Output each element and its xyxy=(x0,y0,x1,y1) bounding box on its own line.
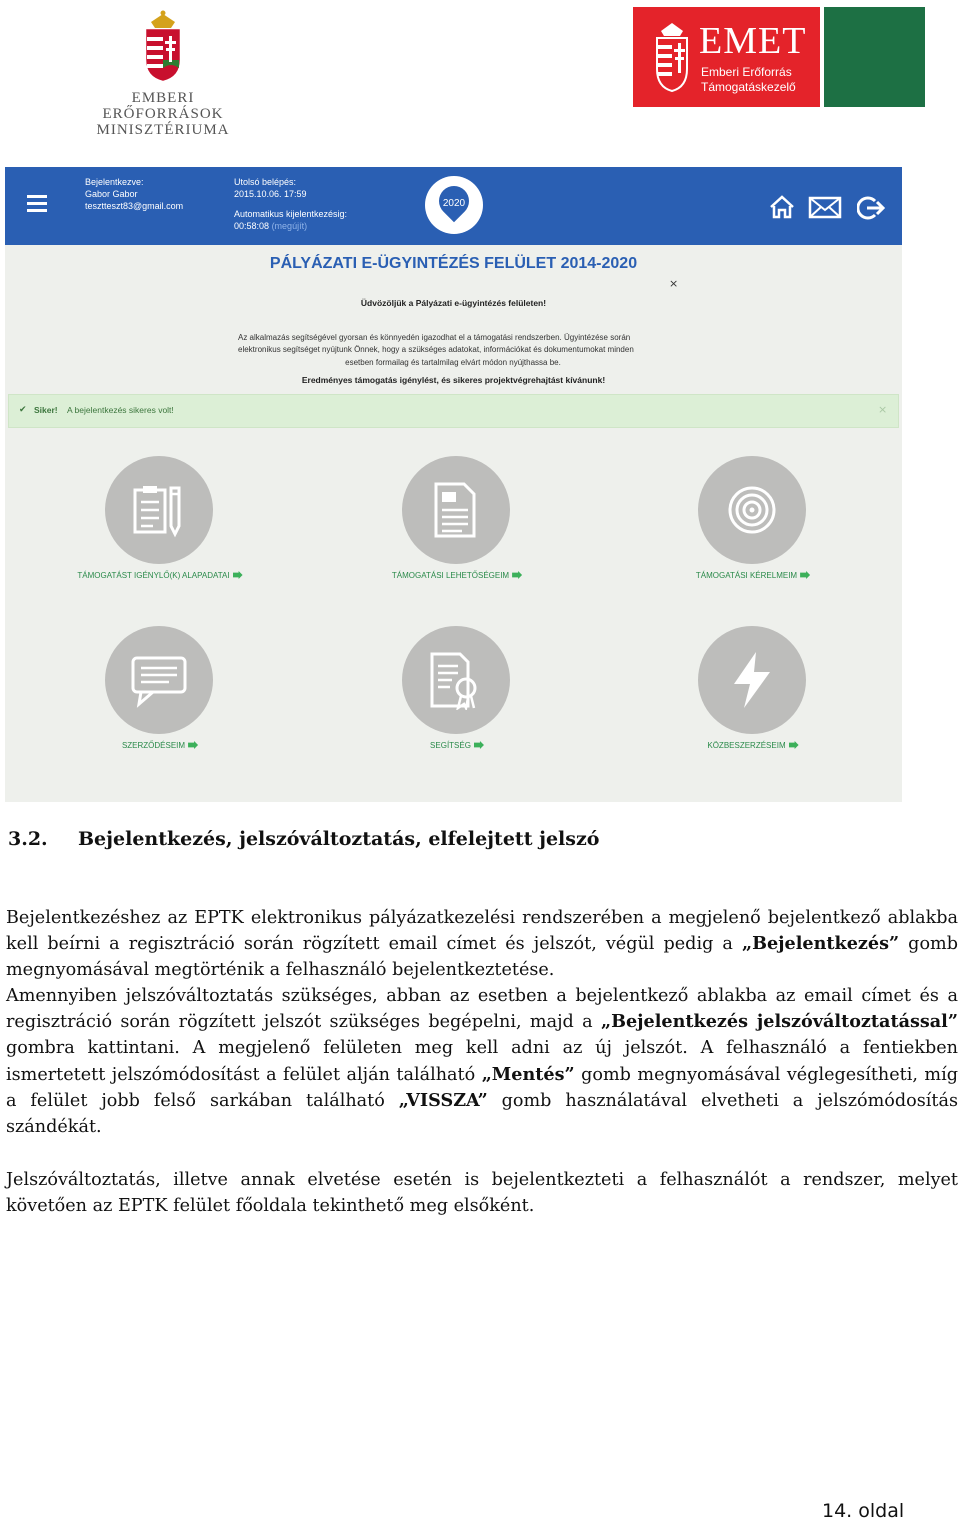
section-title: Bejelentkezés, jelszóváltoztatás, elfelejtett jelszó xyxy=(78,828,600,850)
logout-icon[interactable] xyxy=(857,195,885,221)
tile-contracts[interactable] xyxy=(30,626,290,776)
intro-line-1: Az alkalmazás segítségével gyorsan és könnyedén igazodhat el a támogatási rendszerben. Ügyintézése során xyxy=(238,333,631,342)
session-info xyxy=(234,176,347,232)
success-label: Siker! xyxy=(34,405,58,415)
user-info xyxy=(85,176,183,212)
tile-circle xyxy=(402,456,510,564)
document-icon xyxy=(426,480,486,540)
check-icon: ✔ xyxy=(19,405,27,415)
tile-label: TÁMOGATÁSI LEHETŐSÉGEIM xyxy=(327,571,587,580)
renew-session-link[interactable]: (megújít) xyxy=(271,221,308,231)
tile-funding-requests[interactable] xyxy=(623,456,883,606)
tile-circle xyxy=(105,456,213,564)
p2-bold-3: „VISSZA” xyxy=(398,1089,488,1111)
tile-circle xyxy=(698,626,806,734)
p1-end: gomb megnyomásával megtörténik a felhasználó bejelentkeztetése. xyxy=(6,934,958,981)
emet-red-block xyxy=(633,7,820,107)
emet-title: EMET xyxy=(699,20,807,62)
tile-circle xyxy=(105,626,213,734)
welcome-text: Üdvözöljük a Pályázati e-ügyintézés felületen! xyxy=(360,298,547,308)
page-number: 14. oldal xyxy=(822,1500,905,1522)
last-login-value: 2015.10.06. 17:59 xyxy=(234,189,307,199)
arrow-right-icon xyxy=(188,741,198,749)
emet-subtitle-1: Emberi Erőforrás xyxy=(701,65,792,79)
ministry-name-line2: MINISZTÉRIUMA xyxy=(96,122,230,138)
tile-label: SZERZŐDÉSEIM xyxy=(30,741,290,750)
paragraph-1 xyxy=(6,905,958,984)
p2-bold-1: „Bejelentkezés jelszóváltoztatással” xyxy=(600,1011,958,1033)
portal-logo[interactable] xyxy=(425,176,483,234)
paragraph-3: Jelszóváltoztatás, illetve annak elvetése esetén is bejelentkezteti a felhasználót a rendszer, melyet követően az EPTK felület főoldala tekinthető meg elsőként. xyxy=(6,1170,958,1217)
intro-bold-text: Eredményes támogatás igénylést, és sikeres projektvégrehajtást kívánunk! xyxy=(301,375,606,385)
p2-part-c: gomb megnyomásával véglegesítheti, míg a felület jobb felső sarkában található xyxy=(6,1064,959,1111)
emet-crest-icon xyxy=(653,19,691,95)
emet-subtitle-2: Támogatáskezelő xyxy=(701,80,796,94)
message-icon xyxy=(129,650,189,710)
auto-logout-label: Automatikus kijelentkezésig: xyxy=(234,209,348,219)
portal-topbar xyxy=(5,167,902,245)
tile-label: SEGÍTSÉG xyxy=(327,741,587,750)
certificate-icon xyxy=(426,650,486,710)
last-login-label: Utolsó belépés: xyxy=(234,177,297,187)
tile-procurements[interactable] xyxy=(623,626,883,776)
tile-label: TÁMOGATÁSI KÉRELMEIM xyxy=(623,571,883,580)
tile-label: KÖZBESZERZÉSEIM xyxy=(623,741,883,750)
arrow-right-icon xyxy=(474,741,484,749)
portal-screenshot xyxy=(5,167,902,802)
alert-close-icon[interactable]: × xyxy=(878,403,888,416)
arrow-right-icon xyxy=(233,571,243,579)
tile-funding-opportunities[interactable] xyxy=(327,456,587,606)
coat-of-arms-icon xyxy=(141,10,185,82)
user-email: tesztteszt83@gmail.com xyxy=(85,201,184,211)
tile-circle xyxy=(698,456,806,564)
portal-logo-year: 2020 xyxy=(442,198,466,209)
emet-logo xyxy=(633,7,925,107)
section-number: 3.2. xyxy=(8,828,48,850)
arrow-right-icon xyxy=(512,571,522,579)
p1-text: Bejelentkezéshez az EPTK elektronikus pályázatkezelési rendszerében a megjelenő bejelentkező ablakba kell beírni a regisztráció során rögzített email címet és jelszót, végül pedig a xyxy=(6,908,958,955)
tile-help[interactable] xyxy=(327,626,587,776)
intro-line-3: esetben formailag és tartalmilag elvárt módon nyújthassa be. xyxy=(345,357,561,367)
target-icon xyxy=(722,480,782,540)
intro-text xyxy=(238,332,668,369)
section-heading xyxy=(8,828,599,850)
portal-title: PÁLYÁZATI E-ÜGYINTÉZÉS FELÜLET 2014-2020 xyxy=(269,255,638,272)
p2-bold-2: „Mentés” xyxy=(481,1063,575,1085)
hamburger-menu-icon[interactable] xyxy=(27,195,47,217)
ministry-name-line1: EMBERI ERŐFORRÁSOK xyxy=(102,90,224,122)
home-icon[interactable] xyxy=(769,195,795,219)
lightning-icon xyxy=(722,650,782,710)
p2-part-a: Amennyiben jelszóváltoztatás szükséges, abban az esetben a bejelentkező ablakba az email címet és a regisztráció során rögzített jelszót szükséges begépelni, majd a xyxy=(6,986,958,1033)
arrow-right-icon xyxy=(789,741,799,749)
auto-logout-timer: 00:58:08 xyxy=(234,221,270,231)
emet-green-block xyxy=(824,7,925,107)
tile-label: TÁMOGATÁST IGÉNYLŐ(K) ALAPADATAI xyxy=(30,571,290,580)
paragraph-2 xyxy=(6,983,958,1140)
mail-icon[interactable] xyxy=(808,195,842,219)
p2-part-b: gombra kattintani. A megjelenő felületen meg kell adni az új jelszót. A felhasználó a fentiekben ismertetett jelszómódosítást a felület alján található xyxy=(6,1038,958,1085)
logged-in-label: Bejelentkezve: xyxy=(85,177,144,187)
ministry-logo xyxy=(78,10,248,138)
p1-bold: „Bejelentkezés” xyxy=(741,933,900,955)
success-alert xyxy=(8,394,899,428)
tile-circle xyxy=(402,626,510,734)
user-name: Gabor Gabor xyxy=(85,189,138,199)
clipboard-pencil-icon xyxy=(129,480,189,540)
close-icon[interactable]: × xyxy=(669,277,679,290)
arrow-right-icon xyxy=(800,571,810,579)
p2-part-d: gomb használatával elvetheti a jelszómódosítás szándékát. xyxy=(6,1090,958,1138)
intro-line-2: elektronikus segítséget nyújtunk Önnek, hogy a szükséges adatokat, információkat és dokumentumokat minden xyxy=(238,345,634,355)
success-message: A bejelentkezés sikeres volt! xyxy=(67,405,174,415)
tile-applicant-data[interactable] xyxy=(30,456,290,606)
